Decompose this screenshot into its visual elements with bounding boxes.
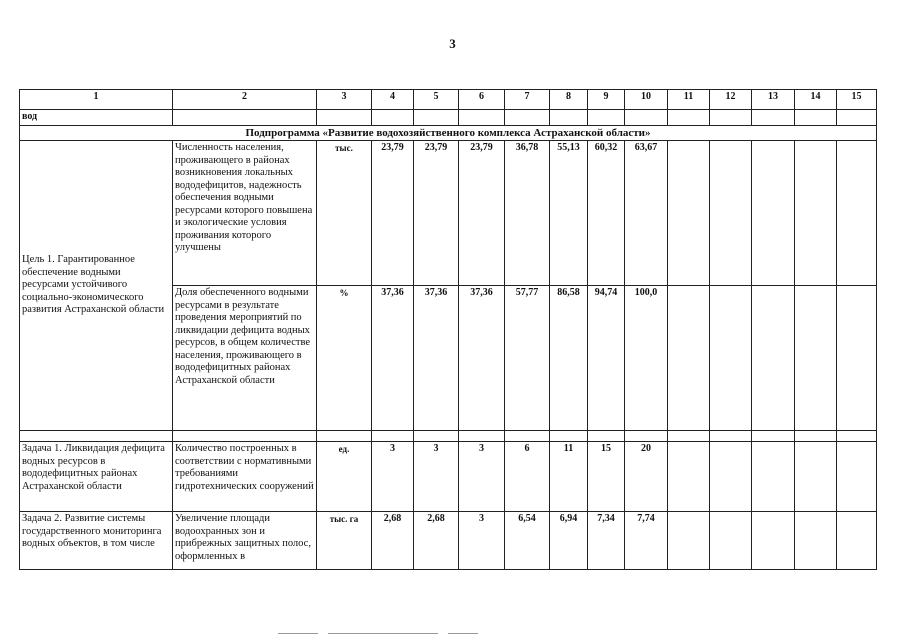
value-cell: 37,36 [414, 286, 459, 431]
column-header: 11 [668, 90, 710, 110]
column-header: 13 [752, 90, 795, 110]
value-cell: 63,67 [625, 141, 668, 286]
column-header: 5 [414, 90, 459, 110]
value-cell: 3 [414, 442, 459, 512]
column-header: 12 [710, 90, 752, 110]
value-cell: 86,58 [550, 286, 588, 431]
value-cell: 36,78 [505, 141, 550, 286]
value-cell: 100,0 [625, 286, 668, 431]
value-cell: 6 [505, 442, 550, 512]
column-header: 2 [173, 90, 317, 110]
task-text: Задача 2. Развитие системы государственного мониторинга водных объектов, в том числе [20, 512, 173, 570]
indicator-name: Численность населения, проживающего в районах возникновения локальных вододефицитов, надежность обеспечения водными ресурсами которого повышена и экологические условия проживания которого улучшены [173, 141, 317, 286]
column-header: 6 [459, 90, 505, 110]
indicator-unit: тыс. га [317, 512, 372, 570]
value-cell: 94,74 [588, 286, 625, 431]
carryover-row [20, 110, 877, 126]
value-cell: 57,77 [505, 286, 550, 431]
value-cell: 15 [588, 442, 625, 512]
indicator-name: Доля обеспеченного водными ресурсами в результате проведения мероприятий по ликвидации дефицита водных ресурсов, в общем количестве населения, проживающего в вододефицитных районах Астраханской области [173, 286, 317, 431]
scan-artifact-line [328, 633, 438, 634]
task-text: Задача 1. Ликвидация дефицита водных ресурсов в вододефицитных районах Астраханской области [20, 442, 173, 512]
indicators-table [19, 89, 877, 570]
goal-text: Цель 1. Гарантированное обеспечение водными ресурсами устойчивого социально-экономического развития Астраханской области [20, 141, 173, 431]
table-row [20, 141, 877, 286]
scan-artifact-line [278, 633, 318, 634]
subprogram-title: Подпрограмма «Развитие водохозяйственного комплекса Астраханской области» [20, 125, 877, 141]
indicator-name: Увеличение площади водоохранных зон и прибрежных защитных полос, оформленных в [173, 512, 317, 570]
value-cell: 7,74 [625, 512, 668, 570]
column-header: 10 [625, 90, 668, 110]
column-header: 14 [795, 90, 837, 110]
indicator-name: Количество построенных в соответствии с нормативными требованиями гидротехнических сооружений [173, 442, 317, 512]
value-cell: 20 [625, 442, 668, 512]
value-cell: 6,54 [505, 512, 550, 570]
column-header: 9 [588, 90, 625, 110]
column-number-row [20, 90, 877, 110]
column-header: 1 [20, 90, 173, 110]
value-cell: 23,79 [459, 141, 505, 286]
value-cell: 2,68 [372, 512, 414, 570]
subprogram-row [20, 125, 877, 141]
table-row [20, 512, 877, 570]
column-header: 3 [317, 90, 372, 110]
value-cell: 11 [550, 442, 588, 512]
column-header: 15 [837, 90, 877, 110]
value-cell: 37,36 [372, 286, 414, 431]
carryover-text: вод [20, 110, 173, 126]
value-cell: 23,79 [372, 141, 414, 286]
value-cell: 60,32 [588, 141, 625, 286]
spacer-row [20, 431, 877, 442]
value-cell: 7,34 [588, 512, 625, 570]
value-cell: 3 [372, 442, 414, 512]
column-header: 7 [505, 90, 550, 110]
scan-artifact-line [448, 633, 478, 634]
value-cell: 3 [459, 442, 505, 512]
value-cell: 37,36 [459, 286, 505, 431]
value-cell: 3 [459, 512, 505, 570]
indicator-unit: % [317, 286, 372, 431]
value-cell: 55,13 [550, 141, 588, 286]
indicator-unit: ед. [317, 442, 372, 512]
value-cell: 6,94 [550, 512, 588, 570]
column-header: 8 [550, 90, 588, 110]
indicator-unit: тыс. [317, 141, 372, 286]
value-cell: 2,68 [414, 512, 459, 570]
value-cell: 23,79 [414, 141, 459, 286]
table-row [20, 442, 877, 512]
column-header: 4 [372, 90, 414, 110]
page-number: 3 [449, 36, 456, 51]
